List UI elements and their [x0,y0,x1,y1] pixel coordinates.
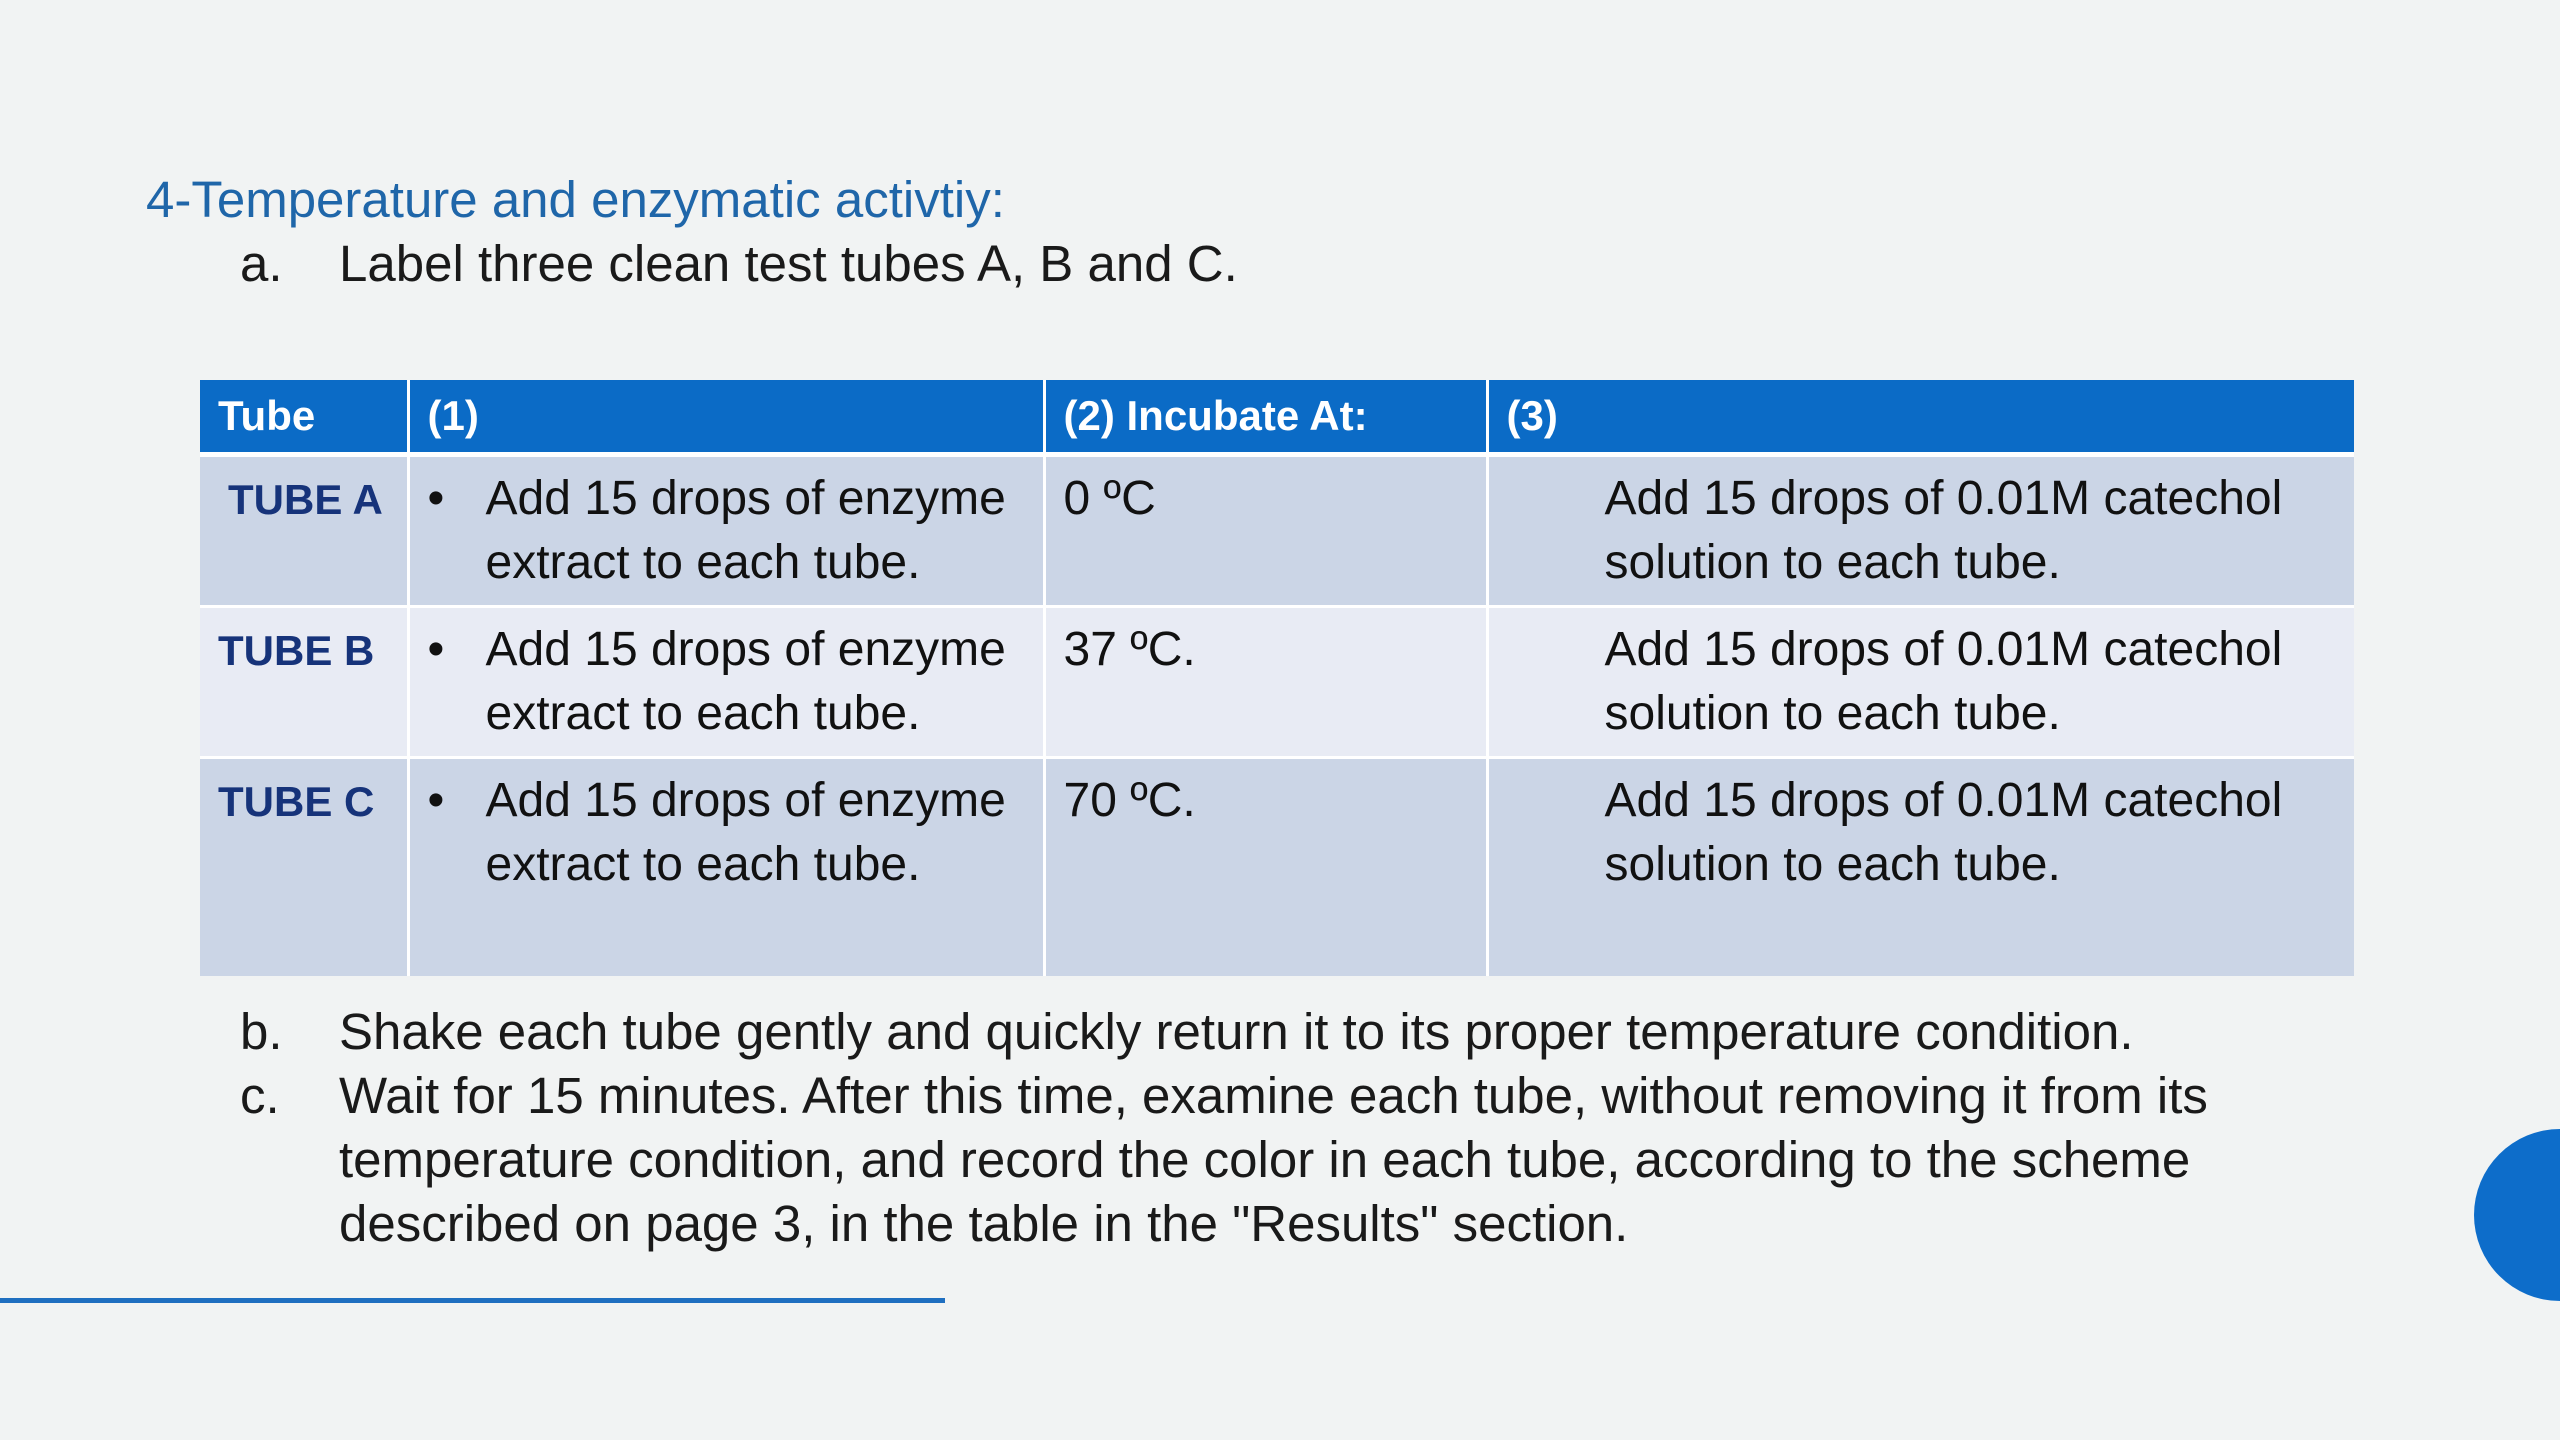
step-a [240,232,2390,296]
step3-text: Add 15 drops of 0.01M catechol solution to each tube. [1604,623,2283,740]
bullet: • [427,623,445,676]
slide-title: 4-Temperature and enzymatic activtiy: [146,171,1005,228]
step3-text: Add 15 drops of 0.01M catechol solution to each tube. [1604,472,2283,589]
header-incubate: (2) Incubate At: [1044,380,1487,455]
footer-divider [0,1298,945,1303]
table-header-row [200,380,2354,455]
step3-cell [1487,758,2354,977]
tube-cell [200,455,408,607]
step-marker: b. [240,1003,283,1060]
tube-cell [200,758,408,977]
bullet: • [427,774,445,827]
tube-cell [200,607,408,758]
step-b [240,1000,2390,1064]
step-c [240,1064,2390,1256]
table-row [200,758,2354,977]
table-row [200,455,2354,607]
step-text: Shake each tube gently and quickly return it to its proper temperature condition. [339,1003,2134,1060]
step3-cell [1487,607,2354,758]
step1-text: Add 15 drops of enzyme extract to each tube. [485,774,1006,891]
step1-cell [408,607,1044,758]
step-text: Wait for 15 minutes. After this time, examine each tube, without removing it from its temperature condition, and record the color in each tube, according to the scheme described on page 3, in the table in the "Results" section. [339,1067,2208,1252]
step-text: Label three clean test tubes A, B and C. [339,235,1238,292]
step3-text: Add 15 drops of 0.01M catechol solution to each tube. [1604,774,2283,891]
table-row [200,607,2354,758]
header-step1: (1) [408,380,1044,455]
step1-cell [408,758,1044,977]
tube-label: TUBE C [218,778,375,825]
steps-list-top [240,232,2390,296]
step1-text: Add 15 drops of enzyme extract to each tube. [485,472,1006,589]
header-step3: (3) [1487,380,2354,455]
step1-text: Add 15 drops of enzyme extract to each tube. [485,623,1006,740]
step1-cell [408,455,1044,607]
procedure-table [200,380,2354,976]
decorative-circle [2474,1129,2560,1301]
step3-cell [1487,455,2354,607]
step-marker: a. [240,235,283,292]
bullet: • [427,472,445,525]
incubate-cell: 70 ºC. [1044,758,1487,977]
header-tube: Tube [200,380,408,455]
steps-list-bottom [240,1000,2390,1256]
tube-label: TUBE B [218,627,375,674]
incubate-cell: 0 ºC [1044,455,1487,607]
tube-label: TUBE A [228,476,383,523]
step-marker: c. [240,1067,280,1124]
incubate-cell: 37 ºC. [1044,607,1487,758]
